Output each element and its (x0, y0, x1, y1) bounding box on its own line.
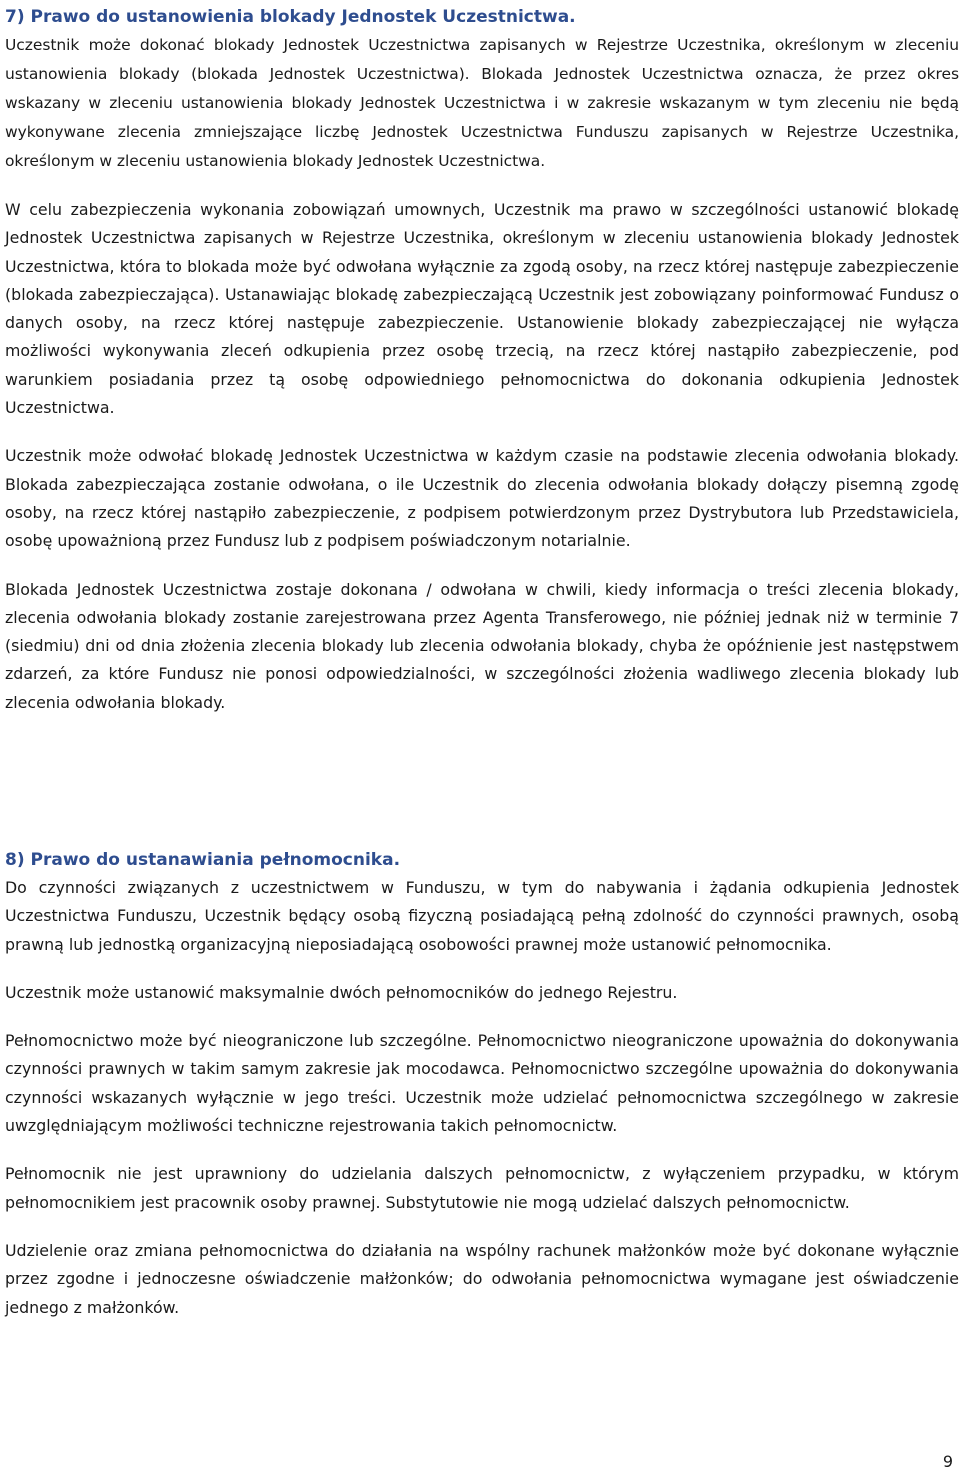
section-8 (5, 846, 959, 1342)
section-8-paragraph: Pełnomocnik nie jest uprawniony do udzielania dalszych pełnomocnictw, z wyłączeniem przypadku, w którym pełnomocnikiem jest pracownik osoby prawnej. Substytutowie nie mogą udzielać dalszych pełnomocnictw. (5, 1164, 959, 1212)
section-8-paragraph: Udzielenie oraz zmiana pełnomocnictwa do działania na wspólny rachunek małżonków może być dokonane wyłącznie przez zgodne i jednoczesne oświadczenie małżonków; do odwołania pełnomocnictwa wymagane jest oświadczenie jednego z małżonków. (5, 1240, 959, 1317)
page-number: 9 (942, 1452, 953, 1471)
section-7-paragraph: Blokada Jednostek Uczestnictwa zostaje dokonana / odwołana w chwili, kiedy informacja o treści zlecenia blokady, zlecenia odwołania blokady zostanie zarejestrowana przez Agenta Transferowego, nie później jednak niż w terminie 7 (siedmiu) dni od dnia złożenia zlecenia blokady lub zlecenia odwołania blokady, chyba że opóźnienie jest następstwem zdarzeń, za które Fundusz nie ponosi odpowiedzialności, w szczególności złożenia wadliwego zlecenia blokady lub zlecenia odwołania blokady. (5, 579, 959, 712)
section-8-heading: 8) Prawo do ustanawiania pełnomocnika. (5, 850, 401, 870)
section-7-paragraph: Uczestnik może dokonać blokady Jednostek Uczestnictwa zapisanych w Rejestrze Uczestnika, określonym w zleceniu ustanowienia blokady (blokada Jednostek Uczestnictwa). Blokada Jednostek Uczestnictwa oznacza, że przez okres wskazany w zleceniu ustanowienia blokady Jednostek Uczestnictwa i w zakresie wskazanym w tym zleceniu nie będą wykonywane zlecenia zmniejszające liczbę Jednostek Uczestnictwa Funduszu zapisanych w Rejestrze Uczestnika, określonym w zleceniu ustanowienia blokady Jednostek Uczestnictwa. (5, 36, 959, 170)
section-7 (5, 3, 959, 737)
section-7-paragraph: W celu zabezpieczenia wykonania zobowiązań umownych, Uczestnik ma prawo w szczególności ustanowić blokadę Jednostek Uczestnictwa zapisanych w Rejestrze Uczestnika, określonym w zleceniu ustanowienia blokady Jednostek Uczestnictwa, która to blokada może być odwołana wyłącznie za zgodą osoby, na rzecz której następuje zabezpieczenie (blokada zabezpieczająca). Ustanawiając blokadę zabezpieczającą Uczestnik jest zobowiązany poinformować Fundusz o danych osoby, na rzecz której następuje zabezpieczenie. Ustanowienie blokady zabezpieczającej nie wyłącza możliwości wykonywania zleceń odkupienia przez osobę trzecią, na rzecz której nastąpiło zabezpieczenie, pod warunkiem posiadania przez tą osobę odpowiedniego pełnomocnictwa do dokonania odkupienia Jednostek Uczestnictwa. (5, 200, 959, 418)
section-8-paragraph: Pełnomocnictwo może być nieograniczone lub szczególne. Pełnomocnictwo nieograniczone upoważnia do dokonywania czynności prawnych w takim samym zakresie jak mocodawca. Pełnomocnictwo szczególne upoważnia do dokonywania czynności wskazanych wyłącznie w jego treści. Uczestnik może udzielać pełnomocnictwa szczególnego w zakresie uwzględniającym możliwości techniczne rejestrowania takich pełnomocnictw. (5, 1031, 959, 1136)
section-7-heading: 7) Prawo do ustanowienia blokady Jednostek Uczestnictwa. (5, 7, 576, 27)
section-7-paragraph: Uczestnik może odwołać blokadę Jednostek Uczestnictwa w każdym czasie na podstawie zlecenia odwołania blokady. Blokada zabezpieczająca zostanie odwołana, o ile Uczestnik do zlecenia odwołania blokady dołączy pisemną zgodę osoby, na rzecz której nastąpiło zabezpieczenie, z podpisem potwierdzonym przez Dystrybutora lub Przedstawiciela, osobę upoważnioną przez Fundusz lub z podpisem poświadczonym notarialnie. (5, 446, 959, 551)
section-8-paragraph: Uczestnik może ustanowić maksymalnie dwóch pełnomocników do jednego Rejestru. (5, 982, 678, 1002)
section-8-paragraph: Do czynności związanych z uczestnictwem w Funduszu, w tym do nabywania i żądania odkupienia Jednostek Uczestnictwa Funduszu, Uczestnik będący osobą fizyczną posiadającą pełną zdolność do czynności prawnych, osobą prawną lub jednostką organizacyjną nieposiadającą osobowości prawnej może ustanowić pełnomocnika. (5, 878, 959, 954)
